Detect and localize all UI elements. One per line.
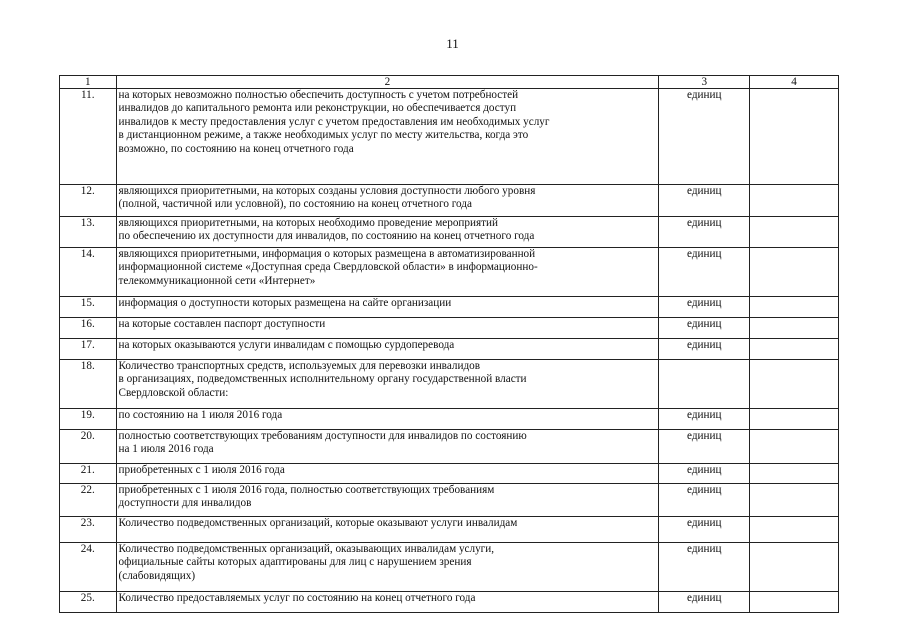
row-value <box>750 517 839 543</box>
row-number: 13. <box>60 217 117 248</box>
row-value <box>750 248 839 297</box>
table-header-row <box>60 76 839 89</box>
row-number: 18. <box>60 360 117 409</box>
table-row <box>60 297 839 318</box>
row-number: 21. <box>60 464 117 484</box>
table-row <box>60 339 839 360</box>
header-col-1: 1 <box>60 76 117 89</box>
row-number: 20. <box>60 430 117 464</box>
row-value <box>750 217 839 248</box>
row-number: 16. <box>60 318 117 339</box>
row-description: на которых оказываются услуги инвалидам с помощью сурдоперевода <box>116 339 659 360</box>
row-unit: единиц <box>659 297 750 318</box>
table-row <box>60 592 839 613</box>
row-number: 14. <box>60 248 117 297</box>
row-description: Количество транспортных средств, используемых для перевозки инвалидов в организациях, подведомственных исполнительному органу государственной власти Свердловской области: <box>116 360 659 409</box>
row-value <box>750 430 839 464</box>
row-description: Количество подведомственных организаций, которые оказывают услуги инвалидам <box>116 517 659 543</box>
header-col-2: 2 <box>116 76 659 89</box>
row-number: 24. <box>60 543 117 592</box>
row-description: Количество предоставляемых услуг по состоянию на конец отчетного года <box>116 592 659 613</box>
page-number: 11 <box>446 36 459 51</box>
row-unit <box>659 360 750 409</box>
row-description: приобретенных с 1 июля 2016 года <box>116 464 659 484</box>
row-value <box>750 318 839 339</box>
row-value <box>750 339 839 360</box>
row-unit: единиц <box>659 484 750 517</box>
row-description: приобретенных с 1 июля 2016 года, полностью соответствующих требованиям доступности для инвалидов <box>116 484 659 517</box>
row-unit: единиц <box>659 89 750 185</box>
row-unit: единиц <box>659 217 750 248</box>
row-number: 11. <box>60 89 117 185</box>
table-row <box>60 89 839 185</box>
row-unit: единиц <box>659 318 750 339</box>
row-value <box>750 409 839 430</box>
row-unit: единиц <box>659 339 750 360</box>
row-unit: единиц <box>659 464 750 484</box>
row-value <box>750 464 839 484</box>
row-description: информация о доступности которых размещена на сайте организации <box>116 297 659 318</box>
row-unit: единиц <box>659 248 750 297</box>
table-row <box>60 464 839 484</box>
row-value <box>750 297 839 318</box>
indicator-table <box>59 75 839 613</box>
row-value <box>750 543 839 592</box>
row-value <box>750 592 839 613</box>
table-row <box>60 248 839 297</box>
row-number: 25. <box>60 592 117 613</box>
row-value <box>750 360 839 409</box>
row-value <box>750 185 839 217</box>
row-description: являющихся приоритетными, информация о которых размещена в автоматизированной информационной системе «Доступная среда Свердловской области» в информационно- телекоммуникационной сети «Интернет» <box>116 248 659 297</box>
row-value <box>750 89 839 185</box>
row-description: на которых невозможно полностью обеспечить доступность с учетом потребностей инвалидов до капитального ремонта или реконструкции, но обеспечивается доступ инвалидов к месту предоставления услуг с учетом предоставления им необходимых услуг в дистанционном режиме, а также необходимых услуг по месту жительства, когда это возможно, по состоянию на конец отчетного года <box>116 89 659 185</box>
row-description: являющихся приоритетными, на которых необходимо проведение мероприятий по обеспечению их доступности для инвалидов, по состоянию на конец отчетного года <box>116 217 659 248</box>
row-number: 19. <box>60 409 117 430</box>
header-col-3: 3 <box>659 76 750 89</box>
table-row <box>60 517 839 543</box>
table-row <box>60 185 839 217</box>
row-number: 15. <box>60 297 117 318</box>
table-row <box>60 318 839 339</box>
row-unit: единиц <box>659 592 750 613</box>
row-description: являющихся приоритетными, на которых созданы условия доступности любого уровня (полной, частичной или условной), по состоянию на конец отчетного года <box>116 185 659 217</box>
row-description: Количество подведомственных организаций, оказывающих инвалидам услуги, официальные сайты которых адаптированы для лиц с нарушением зрения (слабовидящих) <box>116 543 659 592</box>
row-unit: единиц <box>659 517 750 543</box>
table-row <box>60 217 839 248</box>
row-value <box>750 484 839 517</box>
row-number: 22. <box>60 484 117 517</box>
row-number: 12. <box>60 185 117 217</box>
row-number: 17. <box>60 339 117 360</box>
row-number: 23. <box>60 517 117 543</box>
table-row <box>60 409 839 430</box>
table-row <box>60 543 839 592</box>
row-unit: единиц <box>659 430 750 464</box>
row-description: на которые составлен паспорт доступности <box>116 318 659 339</box>
table-row <box>60 484 839 517</box>
row-unit: единиц <box>659 543 750 592</box>
row-unit: единиц <box>659 185 750 217</box>
table-row <box>60 430 839 464</box>
row-unit: единиц <box>659 409 750 430</box>
header-col-4: 4 <box>750 76 839 89</box>
table-row <box>60 360 839 409</box>
row-description: по состоянию на 1 июля 2016 года <box>116 409 659 430</box>
row-description: полностью соответствующих требованиям доступности для инвалидов по состоянию на 1 июля 2016 года <box>116 430 659 464</box>
